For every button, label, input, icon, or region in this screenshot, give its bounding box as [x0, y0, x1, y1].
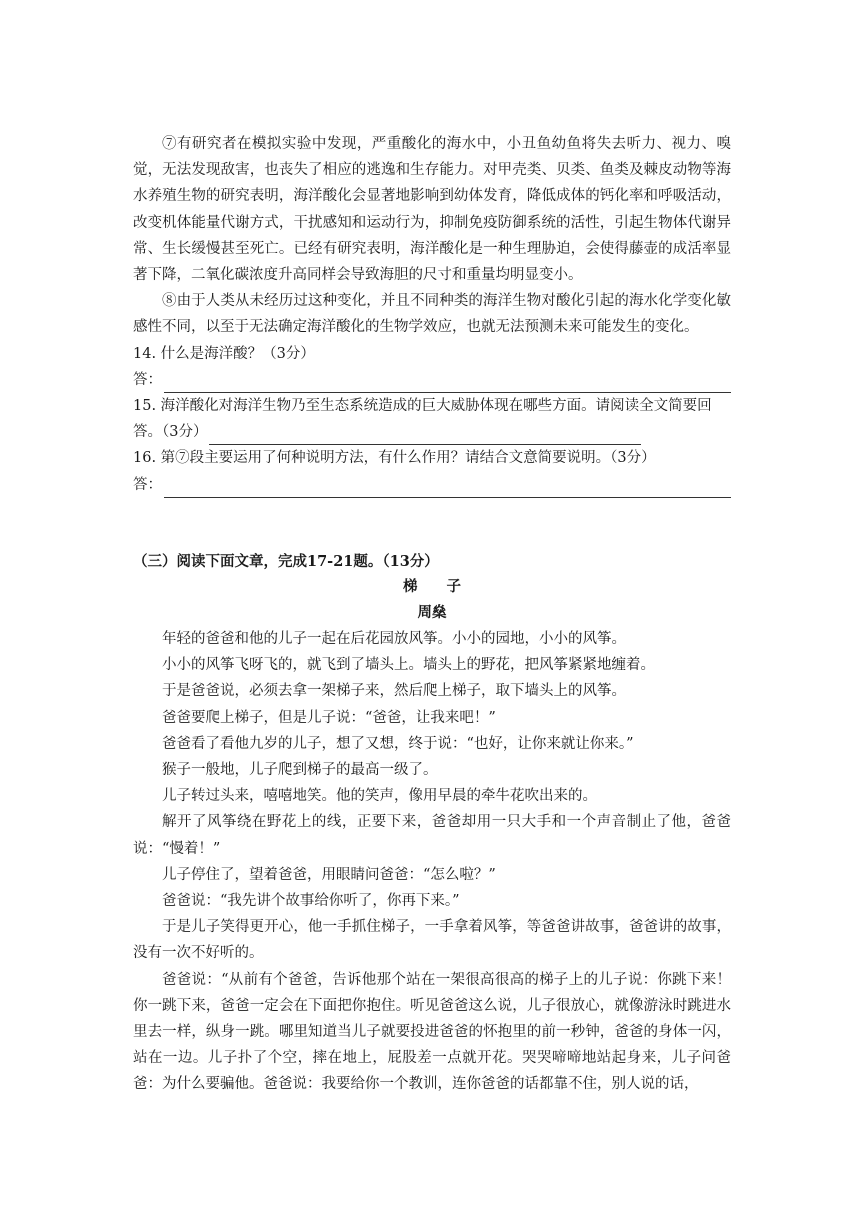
question-15-line2: 答。（3分）: [133, 424, 208, 441]
section-heading: （三）阅读下面文章，完成17-21题。（13分）: [133, 553, 439, 570]
story-paragraph: 爸爸说：“从前有个爸爸，告诉他那个站在一架很高很高的梯子上的儿子说：你跳下来！你一跳下来，爸爸一定会在下面把你抱住。听见爸爸这么说，儿子很放心，就像游泳时跳进水里去一样，纵身一跳。哪里知道当儿子就要投进爸爸的怀抱里的前一秒钟，爸爸的身体一闪，站在一边。儿子扑了个空，摔在地上，屁股差一点就开花。哭哭啼啼地站起身来，儿子问爸爸：为什么要骗他。爸爸说：我要给你一个教训，连你爸爸的话都靠不住，别人说的话，: [133, 971, 731, 1093]
story-paragraph: 小小的风筝飞呀飞的，就飞到了墙头上。墙头上的野花，把风筝紧紧地缠着。: [162, 657, 655, 674]
story-paragraph: 儿子停住了，望着爸爸，用眼睛问爸爸：“怎么啦？”: [162, 866, 496, 883]
answer-14: [133, 367, 731, 393]
answer-line[interactable]: [209, 426, 641, 445]
story-author: 周燊: [417, 604, 447, 621]
paragraph-7: ⑦有研究者在模拟实验中发现，严重酸化的海水中，小丑鱼幼鱼将失去听力、视力、嗅觉，无法发现敌害，也丧失了相应的逃逸和生存能力。对甲壳类、贝类、鱼类及棘皮动物等海水养殖生物的研究表明，海洋酸化会显著地影响到幼体发育，降低成体的钙化率和呼吸活动，改变机体能量代谢方式，干扰感知和运动行为，抑制免疫防御系统的活性，引起生物体代谢异常、生长缓慢甚至死亡。已经有研究表明，海洋酸化是一种生理胁迫，会使得藤壶的成活率显著下降，二氧化碳浓度升高同样会导致海胆的尺寸和重量均明显变小。: [133, 136, 731, 284]
story-paragraph: 解开了风筝绕在野花上的线，正要下来，爸爸却用一只大手和一个声音制止了他，爸爸说：“慢着！”: [133, 814, 731, 857]
story-paragraph: 爸爸说：“我先讲个故事给你听了，你再下来。”: [162, 893, 460, 910]
answer-label: 答：: [133, 371, 162, 388]
answer-line[interactable]: [164, 479, 731, 498]
story-paragraph: 爸爸要爬上梯子，但是儿子说：“爸爸，让我来吧！”: [162, 709, 496, 726]
answer-16: [133, 472, 731, 498]
story-title: 梯子: [403, 578, 490, 595]
answer-label: 答：: [133, 476, 162, 493]
question-14: 14. 什么是海洋酸？（3分）: [133, 345, 315, 362]
story-paragraph: 于是爸爸说，必须去拿一架梯子来，然后爬上梯子，取下墙头上的风筝。: [162, 683, 626, 700]
story-body: [133, 626, 731, 1098]
question-15-line1: 15. 海洋酸化对海洋生物乃至生态系统造成的巨大威胁体现在哪些方面。请阅读全文简要回: [133, 398, 712, 415]
answer-line[interactable]: [164, 374, 731, 393]
passage-continuation: [133, 131, 731, 498]
question-16: 16. 第⑦段主要运用了何种说明方法，有什么作用？请结合文意简要说明。（3分）: [133, 450, 656, 467]
story-paragraph: 儿子转过头来，嘻嘻地笑。他的笑声，像用早晨的牵牛花吹出来的。: [162, 788, 597, 805]
answer-15: [133, 419, 731, 445]
story-paragraph: 爸爸看了看他九岁的儿子，想了又想，终于说：“也好，让你来就让你来。”: [162, 735, 634, 752]
story-paragraph: 猴子一般地，儿子爬到梯子的最高一级了。: [162, 762, 438, 779]
story-paragraph: 于是儿子笑得更开心，他一手抓住梯子，一手拿着风筝，等爸爸讲故事，爸爸讲的故事，没有一次不好听的。: [133, 919, 731, 962]
paragraph-8: ⑧由于人类从未经历过这种变化，并且不同种类的海洋生物对酸化引起的海水化学变化敏感性不同，以至于无法确定海洋酸化的生物学效应，也就无法预测未来可能发生的变化。: [133, 293, 731, 336]
story-paragraph: 年轻的爸爸和他的儿子一起在后花园放风筝。小小的园地，小小的风筝。: [162, 631, 626, 647]
